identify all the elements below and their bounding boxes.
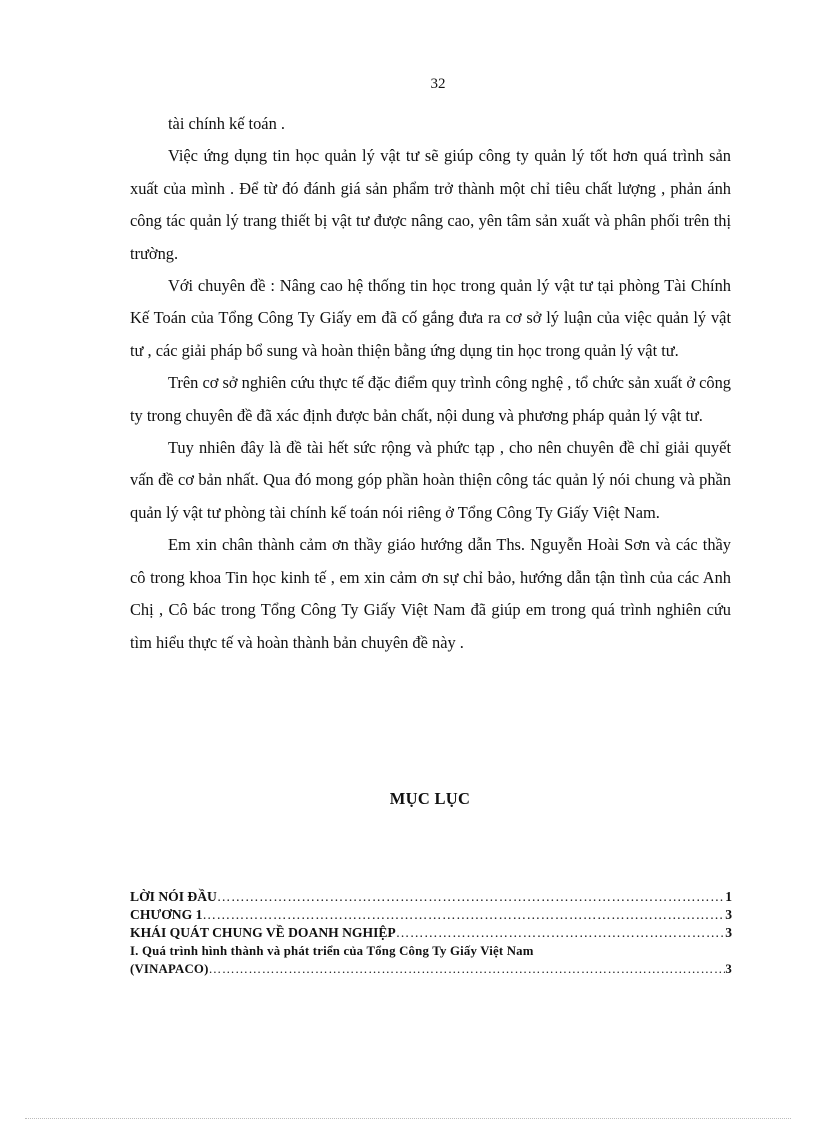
toc-entry-label: (VINAPACO): [130, 962, 209, 976]
paragraph: Tuy nhiên đây là đề tài hết sức rộng và phức tạp , cho nên chuyên đề chỉ giải quyết vấn đề cơ bản nhất. Qua đó mong góp phần hoàn thiện công tác quản lý nói chung và phần quản lý vật tư phòng tài chính kế toán nói riêng ở Tổng Công Ty Giấy Việt Nam.: [130, 438, 731, 522]
paragraph: tài chính kế toán .: [168, 114, 285, 133]
body-text: [130, 108, 731, 659]
paragraph: Việc ứng dụng tin học quản lý vật tư sẽ giúp công ty quản lý tốt hơn quá trình sản xuất của mình . Để từ đó đánh giá sản phẩm trở thành một chỉ tiêu chất lượng , phản ánh công tác quản lý trang thiết bị vật tư được nâng cao, yên tâm sản xuất và phân phối trên thị trường.: [130, 146, 731, 263]
toc-entry-label: LỜI NÓI ĐẦU: [130, 889, 217, 904]
toc-entry[interactable]: [130, 906, 732, 924]
toc-entry-label: CHƯƠNG 1: [130, 907, 203, 922]
page-bottom-divider: [25, 1118, 791, 1119]
toc-entry-heading: I. Quá trình hình thành và phát triển của Tổng Công Ty Giấy Việt Nam: [130, 944, 534, 958]
toc-entry-page: 3: [725, 962, 732, 976]
paragraph: Với chuyên đề : Nâng cao hệ thống tin học trong quản lý vật tư tại phòng Tài Chính Kế Toán của Tổng Công Ty Giấy em đã cố gắng đưa ra cơ sở lý luận của việc quản lý vật tư , các giải pháp bổ sung và hoàn thiện bằng ứng dụng tin học trong quản lý vật tư.: [130, 276, 731, 360]
toc-entry-page: 3: [725, 907, 732, 922]
toc-leader-dots: [202, 906, 725, 924]
toc-leader-dots: [209, 960, 726, 978]
toc-entry[interactable]: [130, 888, 732, 906]
toc-entry-page: 1: [725, 889, 732, 904]
paragraph: Em xin chân thành cảm ơn thầy giáo hướng dẫn Ths. Nguyễn Hoài Sơn và các thầy cô trong khoa Tin học kinh tế , em xin cảm ơn sự chỉ bảo, hướng dẫn tận tình của các Anh Chị , Cô bác trong Tổng Công Ty Giấy Việt Nam đã giúp em trong quá trình nghiên cứu tìm hiểu thực tế và hoàn thành bản chuyên đề này .: [130, 535, 731, 652]
toc-leader-dots: [217, 888, 725, 906]
page-number: 32: [430, 76, 446, 92]
toc-title: MỤC LỤC: [389, 789, 471, 808]
toc-entry-label: KHÁI QUÁT CHUNG VỀ DOANH NGHIỆP: [130, 925, 396, 940]
paragraph: Trên cơ sở nghiên cứu thực tế đặc điểm quy trình công nghệ , tổ chức sản xuất ở công ty trong chuyên đề đã xác định được bản chất, nội dung và phương pháp quản lý vật tư.: [130, 373, 731, 425]
table-of-contents: [130, 888, 732, 978]
toc-entry-page: 3: [725, 925, 732, 940]
toc-leader-dots: [396, 924, 725, 942]
toc-entry[interactable]: [130, 924, 732, 942]
toc-entry[interactable]: [130, 942, 732, 978]
